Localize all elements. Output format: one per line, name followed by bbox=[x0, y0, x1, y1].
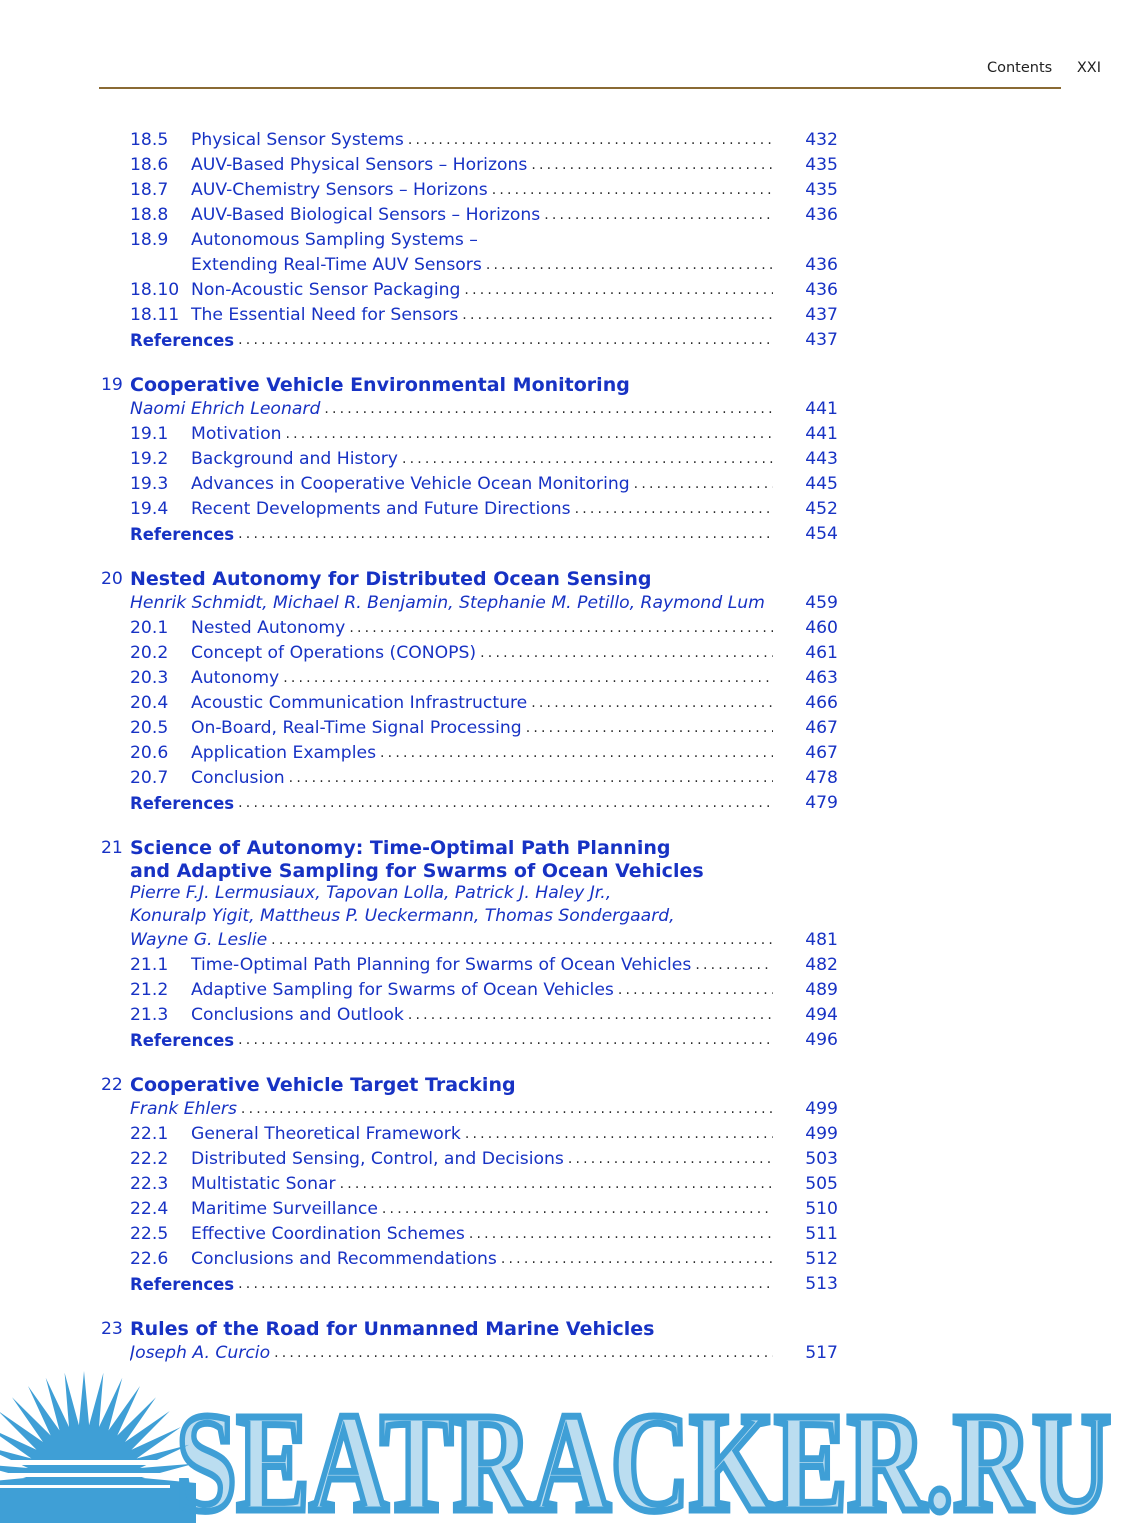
entry-title: Advances in Cooperative Vehicle Ocean Monitoring bbox=[191, 474, 630, 494]
dot-leader bbox=[404, 128, 773, 153]
section-number: 18.6 bbox=[130, 155, 169, 175]
dot-leader bbox=[336, 1172, 773, 1197]
entry-title: References bbox=[130, 1031, 235, 1050]
toc-entry[interactable] bbox=[0, 741, 1139, 766]
entry-text-wrap bbox=[191, 303, 773, 328]
page-number: 452 bbox=[805, 499, 838, 519]
entry-text-wrap bbox=[191, 1247, 773, 1272]
chapter-title: Cooperative Vehicle Environmental Monitoring bbox=[130, 374, 630, 396]
entry-title: AUV-Chemistry Sensors – Horizons bbox=[191, 180, 488, 200]
sun-logo-icon bbox=[0, 1371, 196, 1523]
page-number: 512 bbox=[805, 1249, 838, 1269]
entry-text-wrap bbox=[191, 766, 773, 791]
page-number: 454 bbox=[805, 524, 838, 544]
dot-leader bbox=[378, 1197, 773, 1222]
watermark-text-fill: SEATRACKER.RU bbox=[176, 1383, 1111, 1535]
page-number: 494 bbox=[805, 1005, 838, 1025]
author-names: Frank Ehlers bbox=[130, 1099, 237, 1119]
dot-leader bbox=[527, 153, 773, 178]
entry-text-wrap bbox=[191, 1172, 773, 1197]
entry-title: Multistatic Sonar bbox=[191, 1174, 336, 1194]
entry-title: AUV-Based Physical Sensors – Horizons bbox=[191, 155, 528, 175]
chapter-authors[interactable] bbox=[0, 397, 1139, 422]
dot-leader bbox=[376, 741, 773, 766]
entry-title: Adaptive Sampling for Swarms of Ocean Vehicles bbox=[191, 980, 614, 1000]
chapter-authors[interactable] bbox=[0, 1341, 1139, 1366]
entry-text-wrap bbox=[191, 978, 773, 1003]
dot-leader bbox=[320, 397, 773, 422]
toc-entry[interactable] bbox=[0, 278, 1139, 303]
page-number: 478 bbox=[805, 768, 838, 788]
section-number: 20.3 bbox=[130, 668, 169, 688]
toc-entry[interactable] bbox=[0, 472, 1139, 497]
entry-text-wrap bbox=[130, 591, 773, 616]
entry-title: Autonomous Sampling Systems – bbox=[191, 230, 478, 250]
chapter-heading[interactable] bbox=[0, 836, 1139, 860]
dot-leader bbox=[630, 472, 773, 497]
chapter-title: Science of Autonomy: Time-Optimal Path Planning bbox=[130, 837, 671, 859]
chapter-title: Nested Autonomy for Distributed Ocean Sensing bbox=[130, 568, 652, 590]
entry-text-wrap bbox=[191, 1222, 773, 1247]
entry-text-wrap bbox=[191, 716, 773, 741]
toc-entry[interactable] bbox=[0, 1197, 1139, 1222]
chapter-number: 23 bbox=[101, 1319, 123, 1339]
page-number: 481 bbox=[805, 930, 838, 950]
entry-title: Concept of Operations (CONOPS) bbox=[191, 643, 477, 663]
toc-entry[interactable] bbox=[0, 691, 1139, 716]
entry-text-wrap bbox=[191, 1003, 773, 1028]
toc-entry[interactable] bbox=[0, 422, 1139, 447]
section-number: 22.2 bbox=[130, 1149, 169, 1169]
entry-title: Distributed Sensing, Control, and Decisions bbox=[191, 1149, 564, 1169]
section-number: 19.2 bbox=[130, 449, 169, 469]
entry-text-wrap bbox=[191, 741, 773, 766]
toc-entry[interactable] bbox=[0, 497, 1139, 522]
entry-text-wrap bbox=[130, 328, 773, 353]
section-number: 18.7 bbox=[130, 180, 169, 200]
dot-leader bbox=[234, 1028, 773, 1053]
toc-entry[interactable] bbox=[0, 303, 1139, 328]
entry-text-wrap bbox=[130, 791, 773, 816]
page-number: 496 bbox=[805, 1030, 838, 1050]
references-entry[interactable] bbox=[0, 1272, 1139, 1297]
entry-text-wrap bbox=[191, 447, 773, 472]
chapter-number: 21 bbox=[101, 838, 123, 858]
section-number: 20.6 bbox=[130, 743, 169, 763]
section-number: 20.4 bbox=[130, 693, 169, 713]
toc-entry[interactable] bbox=[0, 178, 1139, 203]
entry-text-wrap bbox=[191, 253, 773, 278]
entry-text-wrap bbox=[191, 1122, 773, 1147]
chapter-heading[interactable] bbox=[0, 567, 1139, 591]
entry-title: Acoustic Communication Infrastructure bbox=[191, 693, 528, 713]
page-number: 510 bbox=[805, 1199, 838, 1219]
chapter-title: Cooperative Vehicle Target Tracking bbox=[130, 1074, 516, 1096]
toc-entry[interactable] bbox=[0, 253, 1139, 278]
chapter-authors[interactable] bbox=[0, 1097, 1139, 1122]
toc-entry[interactable] bbox=[0, 228, 1139, 253]
page-number: 467 bbox=[805, 718, 838, 738]
dot-leader bbox=[564, 1147, 773, 1172]
toc-entry[interactable] bbox=[0, 978, 1139, 1003]
section-number: 21.2 bbox=[130, 980, 169, 1000]
chapter-title: and Adaptive Sampling for Swarms of Ocean Vehicles bbox=[130, 860, 704, 882]
entry-text-wrap bbox=[191, 666, 773, 691]
toc-entry[interactable] bbox=[0, 766, 1139, 791]
entry-text-wrap bbox=[191, 1147, 773, 1172]
author-names: Konuralp Yigit, Mattheus P. Ueckermann, Thomas Sondergaard, bbox=[130, 906, 675, 926]
toc-entry[interactable] bbox=[0, 1247, 1139, 1272]
entry-text-wrap bbox=[130, 522, 773, 547]
entry-title: References bbox=[130, 525, 235, 544]
author-names: Pierre F.J. Lermusiaux, Tapovan Lolla, Patrick J. Haley Jr., bbox=[130, 883, 612, 903]
section-number: 18.11 bbox=[130, 305, 180, 325]
entry-text-wrap bbox=[191, 472, 773, 497]
page-number: 441 bbox=[805, 424, 838, 444]
section-number: 18.10 bbox=[130, 280, 180, 300]
entry-title: Autonomy bbox=[191, 668, 280, 688]
dot-leader bbox=[540, 203, 773, 228]
section-number: 18.5 bbox=[130, 130, 169, 150]
section-number: 20.5 bbox=[130, 718, 169, 738]
entry-title: General Theoretical Framework bbox=[191, 1124, 461, 1144]
chapter-number: 19 bbox=[101, 375, 123, 395]
entry-text-wrap bbox=[191, 178, 773, 203]
dot-leader bbox=[234, 522, 773, 547]
chapter-authors[interactable] bbox=[0, 928, 1139, 953]
entry-title: On-Board, Real-Time Signal Processing bbox=[191, 718, 522, 738]
chapter-gap bbox=[0, 1053, 1139, 1073]
entry-title: Motivation bbox=[191, 424, 282, 444]
entry-title: Physical Sensor Systems bbox=[191, 130, 404, 150]
toc-entry[interactable] bbox=[0, 203, 1139, 228]
toc-entry[interactable] bbox=[0, 953, 1139, 978]
entry-title: Extending Real-Time AUV Sensors bbox=[191, 255, 482, 275]
chapter-heading[interactable] bbox=[0, 373, 1139, 397]
entry-text-wrap bbox=[130, 1097, 773, 1122]
chapter-heading[interactable] bbox=[0, 1317, 1139, 1341]
section-number: 19.1 bbox=[130, 424, 169, 444]
author-line bbox=[0, 882, 1139, 905]
chapter-gap bbox=[0, 1297, 1139, 1317]
author-names: Henrik Schmidt, Michael R. Benjamin, Stephanie M. Petillo, Raymond Lum bbox=[130, 593, 765, 613]
entry-title: Conclusions and Recommendations bbox=[191, 1249, 497, 1269]
entry-text-wrap bbox=[130, 1341, 773, 1366]
entry-title: References bbox=[130, 794, 235, 813]
page-number: 517 bbox=[805, 1343, 838, 1363]
running-head-section: Contents bbox=[987, 60, 1053, 76]
entry-title: Effective Coordination Schemes bbox=[191, 1224, 465, 1244]
chapter-number: 20 bbox=[101, 569, 123, 589]
entry-text-wrap bbox=[191, 1197, 773, 1222]
chapter-authors[interactable] bbox=[0, 591, 1139, 616]
section-number: 21.1 bbox=[130, 955, 169, 975]
dot-leader bbox=[497, 1247, 773, 1272]
watermark-graphic bbox=[0, 1365, 1139, 1535]
section-number: 22.5 bbox=[130, 1224, 169, 1244]
page-number: 436 bbox=[805, 205, 838, 225]
references-entry[interactable] bbox=[0, 522, 1139, 547]
dot-leader bbox=[282, 422, 774, 447]
entry-text-wrap bbox=[191, 422, 773, 447]
page-number: 505 bbox=[805, 1174, 838, 1194]
dot-leader bbox=[279, 666, 773, 691]
page-number: 503 bbox=[805, 1149, 838, 1169]
section-number: 20.2 bbox=[130, 643, 169, 663]
page-number: 482 bbox=[805, 955, 838, 975]
toc-entry[interactable] bbox=[0, 1003, 1139, 1028]
dot-leader bbox=[571, 497, 773, 522]
page-number: 463 bbox=[805, 668, 838, 688]
dot-leader bbox=[270, 1341, 773, 1366]
chapter-title: Rules of the Road for Unmanned Marine Vehicles bbox=[130, 1318, 655, 1340]
dot-leader bbox=[522, 716, 773, 741]
page-number: 479 bbox=[805, 793, 838, 813]
entry-text-wrap bbox=[191, 278, 773, 303]
entry-text-wrap bbox=[191, 228, 773, 253]
toc-entry[interactable] bbox=[0, 616, 1139, 641]
page-number: 441 bbox=[805, 399, 838, 419]
page-number: 499 bbox=[805, 1099, 838, 1119]
entry-title: Background and History bbox=[191, 449, 398, 469]
entry-title: References bbox=[130, 1275, 235, 1294]
dot-leader bbox=[461, 1122, 773, 1147]
dot-leader bbox=[267, 928, 773, 953]
dot-leader bbox=[458, 303, 773, 328]
entry-title: Maritime Surveillance bbox=[191, 1199, 378, 1219]
section-number: 22.1 bbox=[130, 1124, 169, 1144]
entry-title: Conclusion bbox=[191, 768, 285, 788]
page-number: 436 bbox=[805, 255, 838, 275]
entry-text-wrap bbox=[130, 928, 773, 953]
page-number: 435 bbox=[805, 180, 838, 200]
section-number: 21.3 bbox=[130, 1005, 169, 1025]
page-number: 435 bbox=[805, 155, 838, 175]
dot-leader bbox=[398, 447, 773, 472]
dot-leader bbox=[345, 616, 773, 641]
watermark bbox=[0, 1365, 1139, 1535]
running-header bbox=[0, 0, 1139, 100]
entry-text-wrap bbox=[191, 641, 773, 666]
dot-leader bbox=[465, 1222, 773, 1247]
toc-entry[interactable] bbox=[0, 447, 1139, 472]
page-number: XXI bbox=[1076, 60, 1101, 76]
section-number: 22.6 bbox=[130, 1249, 169, 1269]
toc-entry[interactable] bbox=[0, 1147, 1139, 1172]
section-number: 22.3 bbox=[130, 1174, 169, 1194]
section-number: 18.9 bbox=[130, 230, 169, 250]
dot-leader bbox=[460, 278, 773, 303]
entry-title: Time-Optimal Path Planning for Swarms of Ocean Vehicles bbox=[191, 955, 692, 975]
chapter-number: 22 bbox=[101, 1075, 123, 1095]
chapter-gap bbox=[0, 353, 1139, 373]
references-entry[interactable] bbox=[0, 328, 1139, 353]
references-entry[interactable] bbox=[0, 791, 1139, 816]
page-number: 466 bbox=[805, 693, 838, 713]
author-names: Joseph A. Curcio bbox=[130, 1343, 271, 1363]
page-number: 432 bbox=[805, 130, 838, 150]
dot-leader bbox=[691, 953, 773, 978]
entry-title: Non-Acoustic Sensor Packaging bbox=[191, 280, 461, 300]
entry-text-wrap bbox=[130, 1028, 773, 1053]
page-number: 436 bbox=[805, 280, 838, 300]
section-number: 19.4 bbox=[130, 499, 169, 519]
entry-text-wrap bbox=[191, 497, 773, 522]
dot-leader bbox=[527, 691, 773, 716]
header-rule bbox=[99, 87, 1061, 89]
chapter-gap bbox=[0, 547, 1139, 567]
page-number: 461 bbox=[805, 643, 838, 663]
dot-leader bbox=[234, 1272, 773, 1297]
author-line bbox=[0, 905, 1139, 928]
dot-leader bbox=[476, 641, 773, 666]
toc-entry[interactable] bbox=[0, 153, 1139, 178]
entry-text-wrap bbox=[191, 128, 773, 153]
page-number: 467 bbox=[805, 743, 838, 763]
toc-entry[interactable] bbox=[0, 1122, 1139, 1147]
dot-leader bbox=[237, 1097, 773, 1122]
page-number: 437 bbox=[805, 305, 838, 325]
entry-text-wrap bbox=[191, 953, 773, 978]
section-number: 22.4 bbox=[130, 1199, 169, 1219]
entry-text-wrap bbox=[130, 397, 773, 422]
entry-text-wrap bbox=[191, 616, 773, 641]
author-names: Wayne G. Leslie bbox=[130, 930, 268, 950]
dot-leader bbox=[234, 328, 773, 353]
chapter-heading[interactable] bbox=[0, 1073, 1139, 1097]
watermark-text: SEATRACKER.RU bbox=[176, 1383, 1111, 1535]
page-number: 443 bbox=[805, 449, 838, 469]
page-number: 499 bbox=[805, 1124, 838, 1144]
entry-title: AUV-Based Biological Sensors – Horizons bbox=[191, 205, 541, 225]
dot-leader bbox=[234, 791, 773, 816]
toc-entry[interactable] bbox=[0, 128, 1139, 153]
page-number: 489 bbox=[805, 980, 838, 1000]
page-number: 511 bbox=[805, 1224, 838, 1244]
toc-entry[interactable] bbox=[0, 641, 1139, 666]
page-number: 513 bbox=[805, 1274, 838, 1294]
page-number: 460 bbox=[805, 618, 838, 638]
chapter-gap bbox=[0, 816, 1139, 836]
toc-entry[interactable] bbox=[0, 666, 1139, 691]
toc-entry[interactable] bbox=[0, 1172, 1139, 1197]
toc-entry[interactable] bbox=[0, 1222, 1139, 1247]
section-number: 19.3 bbox=[130, 474, 169, 494]
entry-text-wrap bbox=[191, 691, 773, 716]
entry-text-wrap bbox=[191, 153, 773, 178]
chapter-heading[interactable] bbox=[0, 860, 1139, 882]
dot-leader bbox=[482, 253, 773, 278]
entry-title: Application Examples bbox=[191, 743, 377, 763]
section-number: 20.7 bbox=[130, 768, 169, 788]
entry-text-wrap bbox=[130, 1272, 773, 1297]
entry-text-wrap bbox=[191, 203, 773, 228]
dot-leader bbox=[488, 178, 773, 203]
dot-leader bbox=[404, 1003, 773, 1028]
entry-title: References bbox=[130, 331, 235, 350]
dot-leader bbox=[285, 766, 773, 791]
section-number: 18.8 bbox=[130, 205, 169, 225]
entry-title: Nested Autonomy bbox=[191, 618, 346, 638]
entry-title: Recent Developments and Future Directions bbox=[191, 499, 571, 519]
table-of-contents bbox=[0, 128, 1139, 1368]
page-number: 437 bbox=[805, 330, 838, 350]
running-head bbox=[987, 60, 1101, 76]
toc-entry[interactable] bbox=[0, 716, 1139, 741]
page-number: 445 bbox=[805, 474, 838, 494]
entry-title: Conclusions and Outlook bbox=[191, 1005, 404, 1025]
entry-title: The Essential Need for Sensors bbox=[191, 305, 459, 325]
section-number: 20.1 bbox=[130, 618, 169, 638]
author-names: Naomi Ehrich Leonard bbox=[130, 399, 321, 419]
dot-leader bbox=[614, 978, 773, 1003]
references-entry[interactable] bbox=[0, 1028, 1139, 1053]
page-number: 459 bbox=[805, 593, 838, 613]
